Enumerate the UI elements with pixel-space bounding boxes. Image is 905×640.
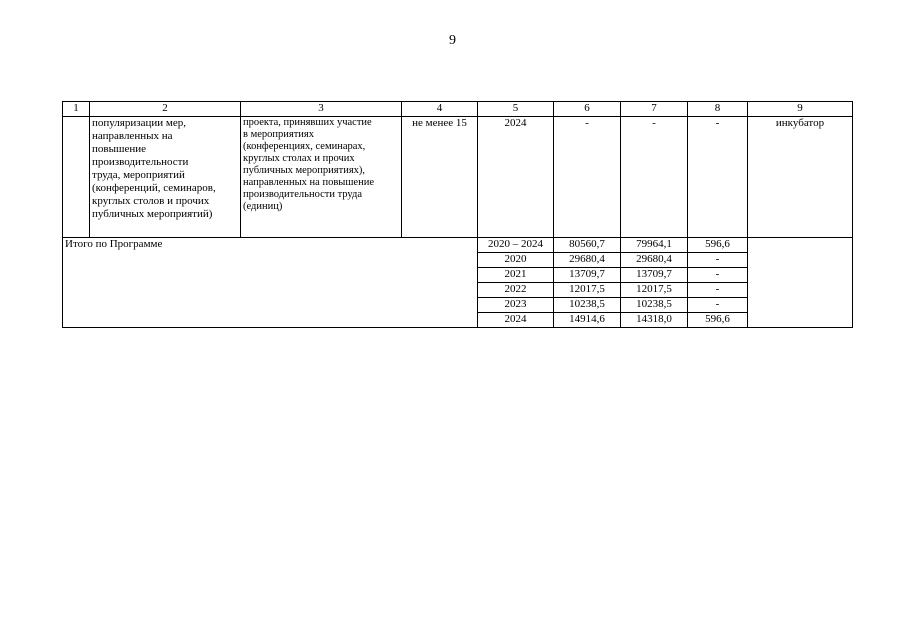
page-number: 9 xyxy=(449,33,456,48)
total-value-cell: - xyxy=(688,298,748,313)
total-value-cell: 14318,0 xyxy=(621,313,688,328)
text-line: проекта, принявших участие xyxy=(243,117,372,128)
text-line: публичных мероприятиях), xyxy=(243,165,366,176)
total-year-cell: 2020 – 2024 xyxy=(478,238,554,253)
total-value-cell: 10238,5 xyxy=(554,298,621,313)
total-executor-cell xyxy=(748,238,853,328)
header-cell: 3 xyxy=(241,102,402,117)
total-row xyxy=(63,238,853,253)
header-cell: 4 xyxy=(402,102,478,117)
text-line: в мероприятиях xyxy=(243,129,314,140)
total-year-cell: 2023 xyxy=(478,298,554,313)
total-year-cell: 2022 xyxy=(478,283,554,298)
total-year-cell: 2021 xyxy=(478,268,554,283)
measure-description-cell xyxy=(90,117,241,238)
total-value-cell: 13709,7 xyxy=(554,268,621,283)
executor-cell: инкубатор xyxy=(748,117,853,238)
total-value-cell: 10238,5 xyxy=(621,298,688,313)
total-year-cell: 2020 xyxy=(478,253,554,268)
text-line: круглых столов и прочих xyxy=(92,195,210,207)
value-cell: - xyxy=(621,117,688,238)
indicator-description-cell xyxy=(241,117,402,238)
total-value-cell: 12017,5 xyxy=(554,283,621,298)
total-value-cell: 12017,5 xyxy=(621,283,688,298)
text-line: производительности труда xyxy=(243,189,363,200)
total-value-cell: 13709,7 xyxy=(621,268,688,283)
header-row xyxy=(63,102,853,117)
value-cell: - xyxy=(688,117,748,238)
header-cell: 8 xyxy=(688,102,748,117)
row-number-cell xyxy=(63,117,90,238)
header-cell: 7 xyxy=(621,102,688,117)
total-value-cell: 80560,7 xyxy=(554,238,621,253)
text-line: производительности xyxy=(92,156,189,168)
header-cell: 1 xyxy=(63,102,90,117)
header-cell: 9 xyxy=(748,102,853,117)
text-line: круглых столах и прочих xyxy=(243,153,355,164)
header-cell: 5 xyxy=(478,102,554,117)
total-value-cell: 79964,1 xyxy=(621,238,688,253)
total-value-cell: 14914,6 xyxy=(554,313,621,328)
text-line: (единиц) xyxy=(243,201,283,212)
value-cell: - xyxy=(554,117,621,238)
total-value-cell: 29680,4 xyxy=(554,253,621,268)
text-line: популяризации мер, xyxy=(92,117,186,129)
total-value-cell: 29680,4 xyxy=(621,253,688,268)
program-table xyxy=(62,101,853,328)
total-year-cell: 2024 xyxy=(478,313,554,328)
total-value-cell: - xyxy=(688,268,748,283)
table-row xyxy=(63,117,853,238)
text-line: повышение xyxy=(92,143,146,155)
total-value-cell: - xyxy=(688,283,748,298)
text-line: (конференций, семинаров, xyxy=(92,182,216,194)
header-cell: 6 xyxy=(554,102,621,117)
total-label: Итого по Программе xyxy=(63,238,478,328)
text-line: (конференциях, семинарах, xyxy=(243,141,366,152)
text-line: труда, мероприятий xyxy=(92,169,185,181)
text-line: публичных мероприятий) xyxy=(92,208,213,220)
text-line: направленных на повышение xyxy=(243,177,374,188)
total-value-cell: 596,6 xyxy=(688,238,748,253)
target-value-cell: не менее 15 xyxy=(402,117,478,238)
total-value-cell: - xyxy=(688,253,748,268)
header-cell: 2 xyxy=(90,102,241,117)
text-line: направленных на xyxy=(92,130,173,142)
total-value-cell: 596,6 xyxy=(688,313,748,328)
year-cell: 2024 xyxy=(478,117,554,238)
